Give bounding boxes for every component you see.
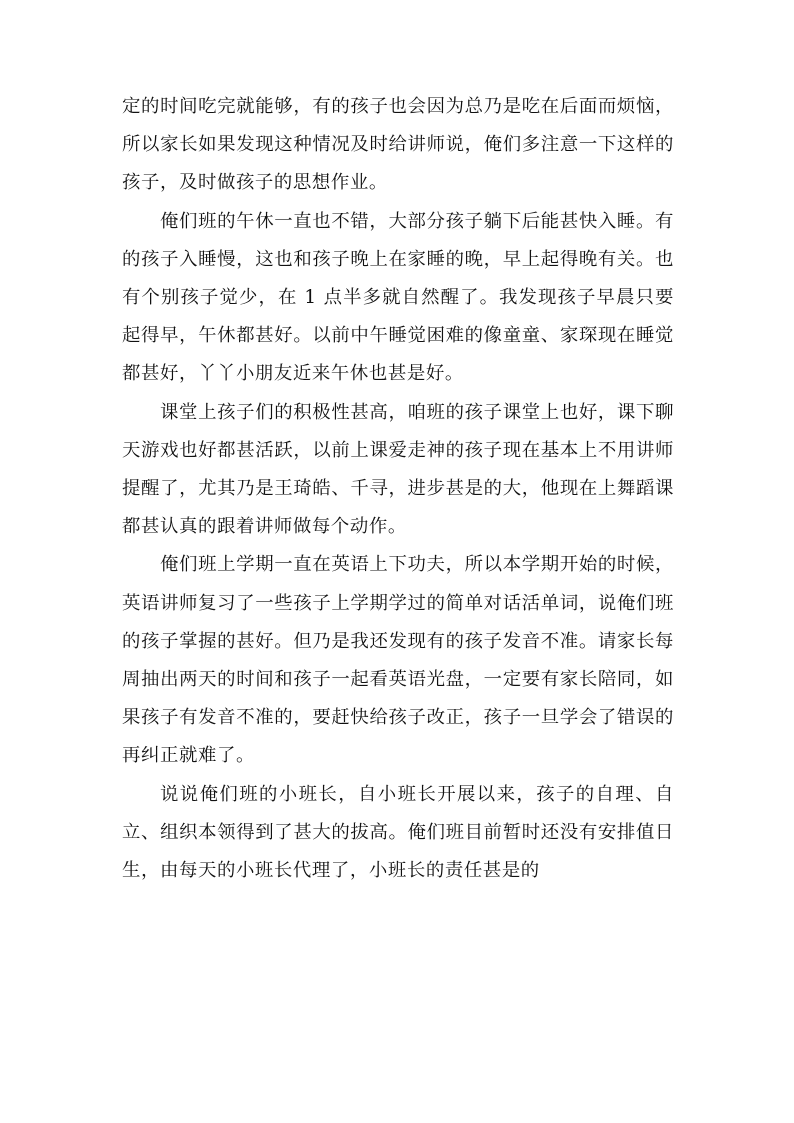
document-body bbox=[122, 88, 674, 890]
paragraph-english: 俺们班上学期一直在英语上下功夫，所以本学期开始的时候，英语讲师复习了一些孩子上学期学过的简单对话活单词，说俺们班的孩子掌握的甚好。但乃是我还发现有的孩子发音不准。请家长每周抽出两天的时间和孩子一起看英语光盘，一定要有家长陪同，如果孩子有发音不准的，要赶快给孩子改正，孩子一旦学会了错误的再纠正就难了。 bbox=[122, 554, 674, 767]
paragraph-continuation: 定的时间吃完就能够，有的孩子也会因为总乃是吃在后面而烦恼，所以家长如果发现这种情况及时给讲师说，俺们多注意一下这样的孩子，及时做孩子的思想作业。 bbox=[122, 96, 674, 194]
paragraph-class-monitor: 说说俺们班的小班长，自小班长开展以来，孩子的自理、自立、组织本领得到了甚大的拔高。俺们班目前暂时还没有安排值日生，由每天的小班长代理了，小班长的责任甚是的 bbox=[122, 783, 674, 882]
paragraph-classroom: 课堂上孩子们的积极性甚高，咱班的孩子课堂上也好，课下聊天游戏也好都甚活跃，以前上课爱走神的孩子现在基本上不用讲师提醒了，尤其乃是王琦皓、千寻，进步甚是的大，他现在上舞蹈课都甚认真的跟着讲师做每个动作。 bbox=[122, 401, 674, 538]
paragraph-nap-time: 俺们班的午休一直也不错，大部分孩子躺下后能甚快入睡。有的孩子入睡慢，这也和孩子晚上在家睡的晚，早上起得晚有关。也有个别孩子觉少，在 1 点半多就自然醒了。我发现孩子早晨只要起得早，午休都甚好。以前中午睡觉困难的像童童、家琛现在睡觉都甚好，丫丫小朋友近来午休也甚是好。 bbox=[122, 210, 674, 385]
